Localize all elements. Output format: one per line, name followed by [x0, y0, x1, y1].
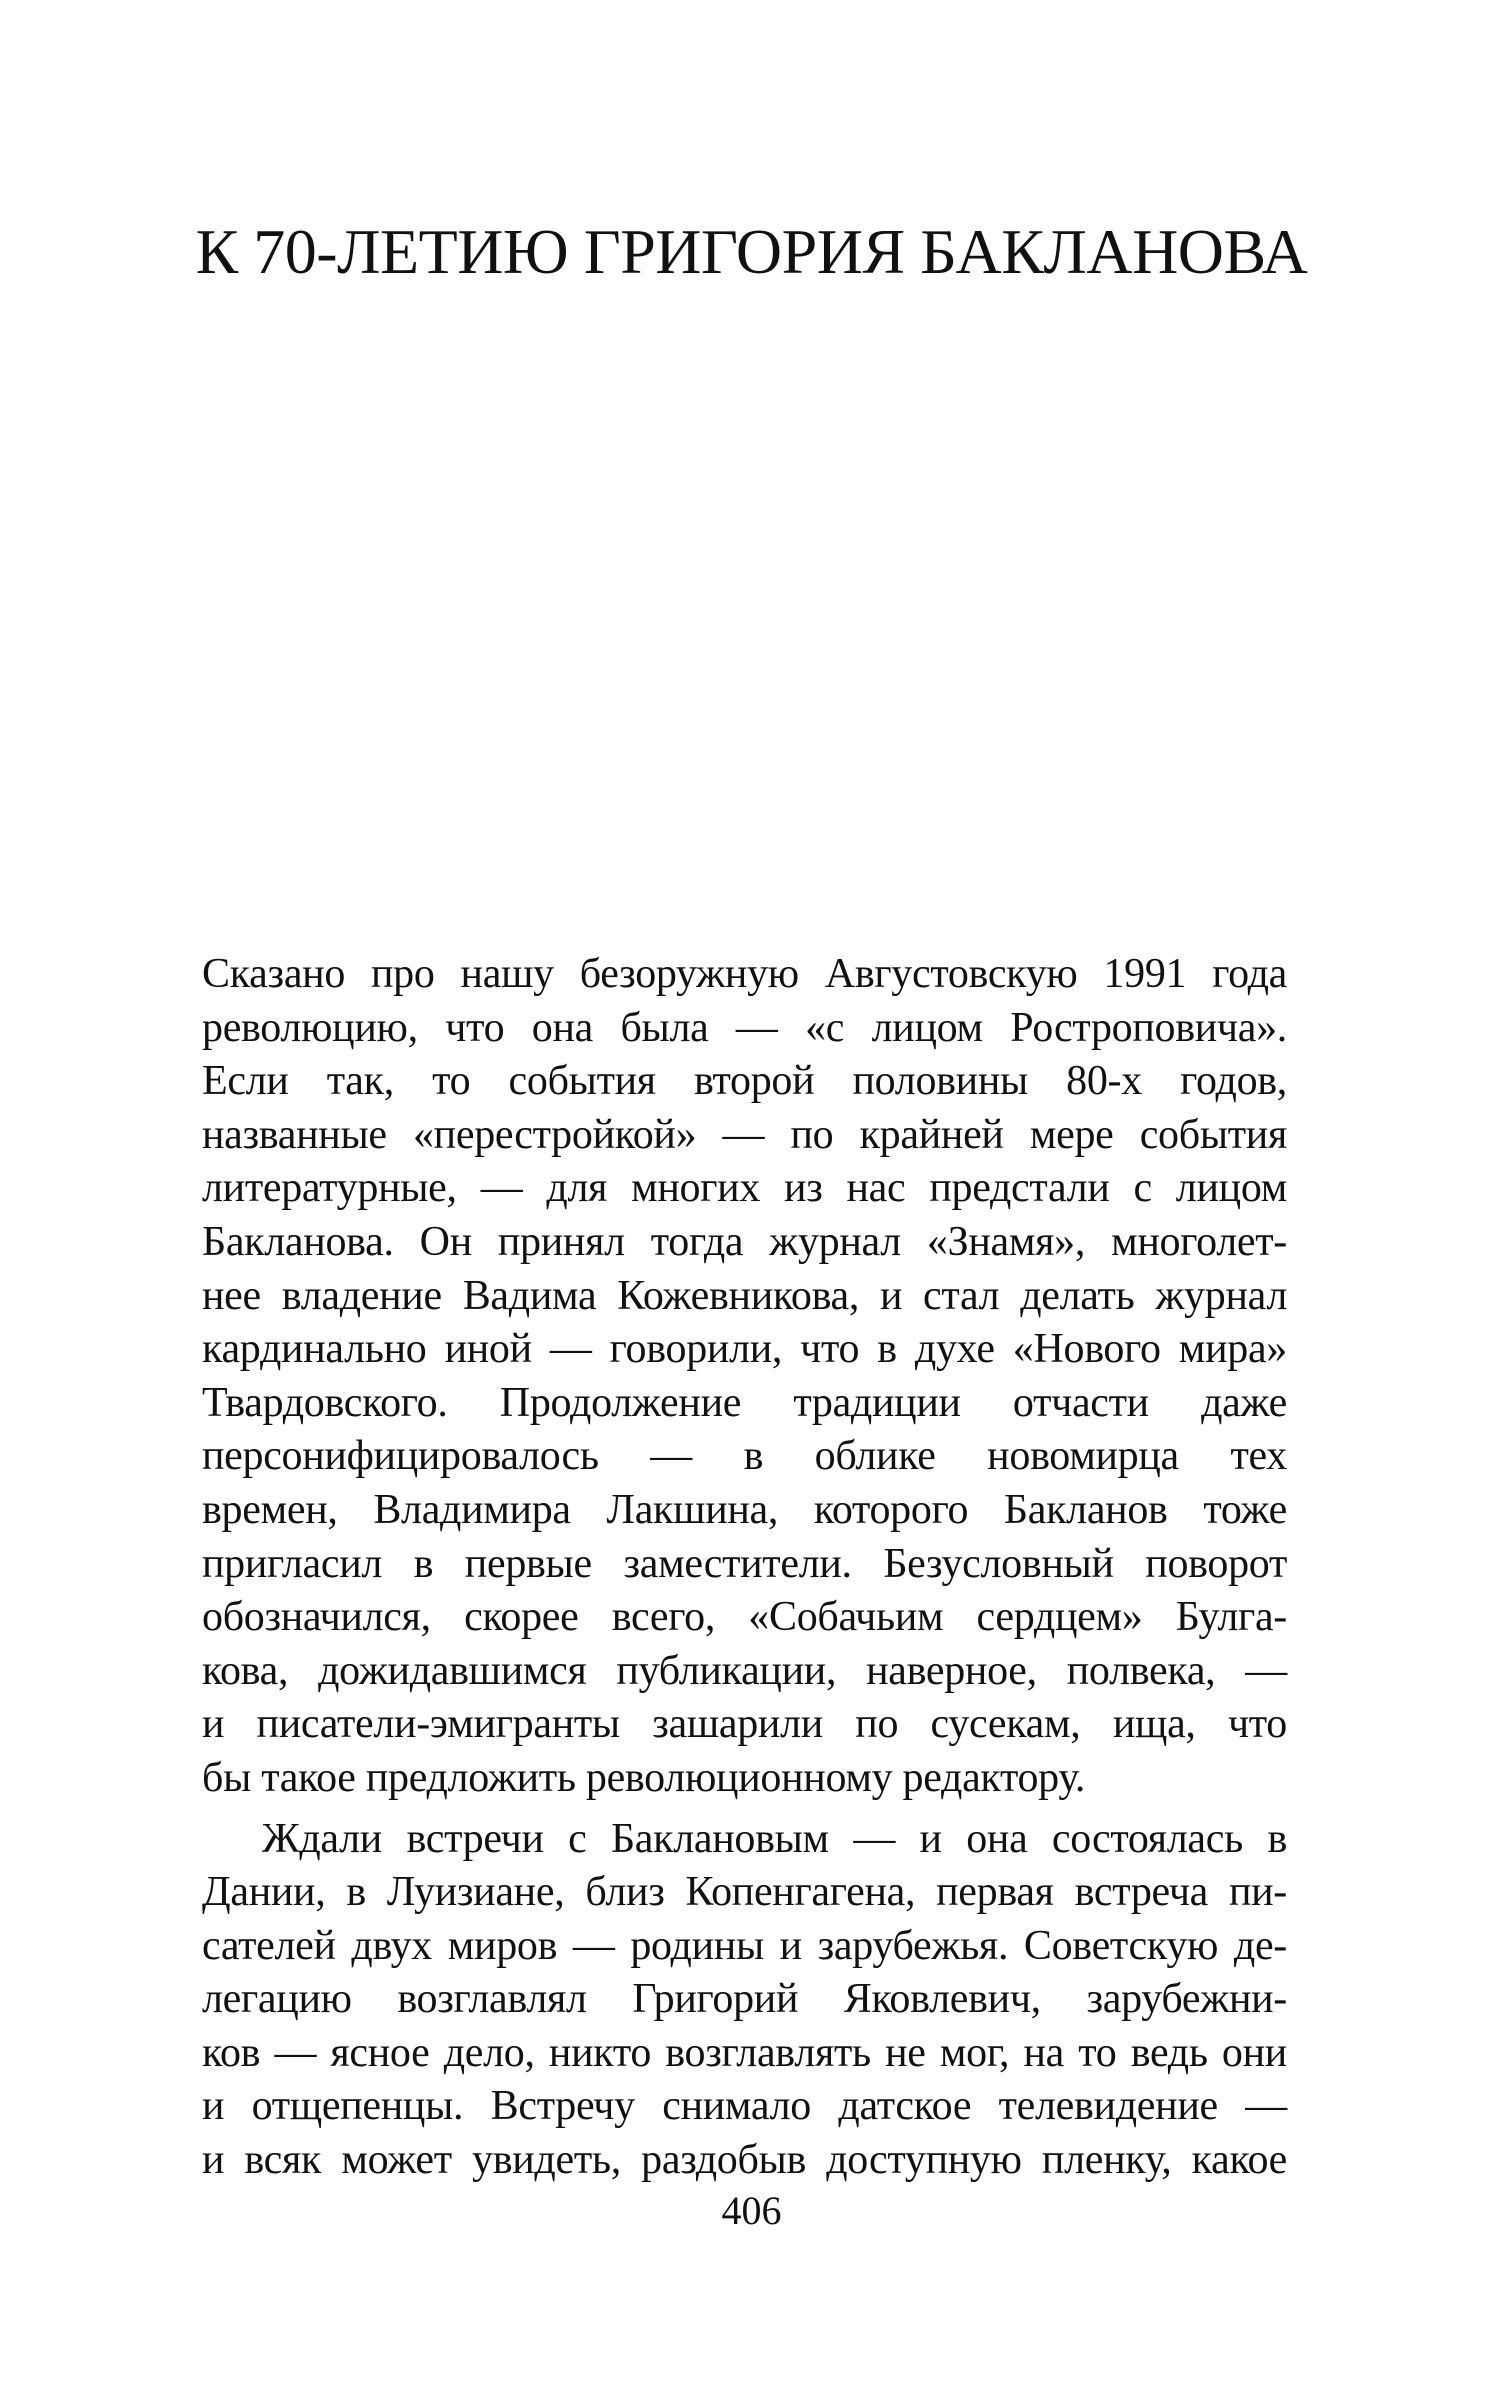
paragraph [202, 948, 1287, 1806]
text-line: легацию возглавлял Григорий Яковлевич, зарубежни- [202, 1976, 1287, 2023]
text-line: Если так, то события второй половины 80-х годов, [202, 1058, 1287, 1105]
text-line: и писатели-эмигранты зашарили по сусекам, ища, что [202, 1701, 1287, 1748]
text-line: революцию, что она была — «с лицом Ростроповича». [202, 1004, 1287, 1051]
text-line: ков — ясное дело, никто возглавлять не мог, на то ведь они [202, 2029, 1287, 2076]
text-line: кардинально иной — говорили, что в духе «Нового мира» [202, 1326, 1287, 1373]
page-number: 406 [721, 2188, 782, 2233]
text-line: персонифицировалось — в облике новомирца тех [202, 1433, 1287, 1480]
text-line: названные «перестройкой» — по крайней мере события [202, 1111, 1287, 1158]
paragraph [202, 1813, 1287, 2188]
text-line: и отщепенцы. Встречу снимало датское телевидение — [202, 2083, 1287, 2130]
text-line: обозначился, скорее всего, «Собачьим сердцем» Булга- [202, 1594, 1287, 1641]
text-line: Сказано про нашу безоружную Августовскую 1991 года [202, 951, 1287, 997]
text-line: литературные, — для многих из нас предстали с лицом [202, 1165, 1287, 1212]
text-line: бы такое предложить революционному редактору. [202, 1754, 1086, 1801]
page-title: К 70-ЛЕТИЮ ГРИГОРИЯ БАКЛАНОВА [195, 216, 1308, 287]
text-line: времен, Владимира Лакшина, которого Бакланов тоже [202, 1486, 1287, 1533]
text-line: Ждали встречи с Баклановым — и она состоялась в [262, 1815, 1287, 1862]
article-body [202, 948, 1287, 2188]
text-line: кова, дожидавшимся публикации, наверное, полвека, — [202, 1647, 1287, 1694]
paragraph-gap [202, 1806, 1287, 1813]
text-line: нее владение Вадима Кожевникова, и стал делать журнал [202, 1272, 1287, 1319]
text-line: пригласил в первые заместители. Безусловный поворот [202, 1540, 1287, 1587]
text-line: Дании, в Луизиане, близ Копенгагена, первая встреча пи- [202, 1869, 1287, 1916]
text-line: Бакланова. Он принял тогда журнал «Знамя», многолет- [202, 1218, 1287, 1265]
text-line: Твардовского. Продолжение традиции отчасти даже [202, 1379, 1287, 1426]
text-line: и всяк может увидеть, раздобыв доступную пленку, какое [202, 2137, 1287, 2184]
text-line: сателей двух миров — родины и зарубежья. Советскую де- [202, 1922, 1287, 1969]
